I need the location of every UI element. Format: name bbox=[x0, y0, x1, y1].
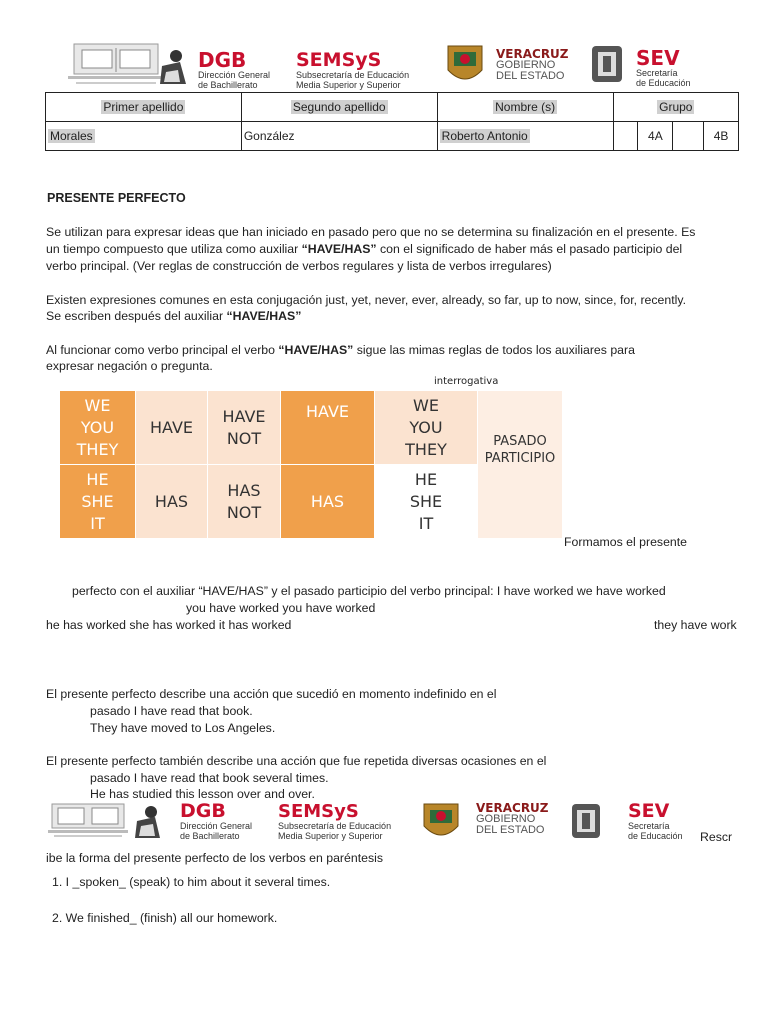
sev-sub1: Secretaría bbox=[636, 68, 678, 78]
p5-line1: El presente perfecto describe una acción que sucedió en momento indefinido en el bbox=[46, 687, 497, 701]
veracruz-shield-icon-bottom bbox=[420, 800, 462, 844]
exercise-2: 2. We finished_ (finish) all our homework. bbox=[52, 911, 278, 925]
school-logo-bottom bbox=[46, 802, 130, 840]
veracruz-l1: VERACRUZ bbox=[496, 47, 569, 61]
interrogativa-label: interrogativa bbox=[434, 376, 499, 387]
p1-line3: verbo principal. (Ver reglas de construcción de verbos regulares y lista de verbos irregulares) bbox=[46, 259, 552, 273]
sev-sub2: de Educación bbox=[636, 78, 691, 88]
p5-line2: pasado I have read that book. bbox=[90, 704, 253, 718]
student-info-table bbox=[45, 92, 739, 151]
cell-pasado-participio: PASADO PARTICIPIO bbox=[478, 391, 562, 538]
p5-line3: They have moved to Los Angeles. bbox=[90, 721, 276, 735]
grupo-blank-1 bbox=[613, 122, 638, 151]
grupo-4b: 4B bbox=[704, 122, 739, 151]
semsys-sub2: Media Superior y Superior bbox=[296, 80, 401, 90]
semsys-logo bbox=[296, 50, 409, 90]
veracruz-l3: DEL ESTADO bbox=[496, 70, 565, 82]
logo-bar-bottom bbox=[40, 800, 700, 846]
dgb-logo bbox=[198, 50, 270, 90]
school-logo bbox=[66, 42, 166, 88]
sev-emblem-icon-bottom bbox=[566, 800, 606, 844]
dgb-title: DGB bbox=[198, 48, 247, 72]
p2-line1: Existen expresiones comunes en esta conjugación just, yet, never, ever, already, so far, up to now, since, for, recently. bbox=[46, 293, 687, 307]
formamos-text: Formamos el presente bbox=[564, 535, 688, 549]
p1-line2: un tiempo compuesto que utiliza como auxiliar “HAVE/HAS” con el significado de haber más el pasado participio del bbox=[46, 242, 683, 256]
cell-he-she-it-interrogative: HE SHE IT bbox=[375, 465, 477, 538]
p6-line3: He has studied this lesson over and over. bbox=[90, 787, 315, 801]
p4-line3-right: they have work bbox=[654, 618, 737, 632]
p3-line2: expresar negación o pregunta. bbox=[46, 359, 213, 373]
value-nombre: Roberto Antonio bbox=[437, 122, 613, 151]
cell-has-not: HAS NOT bbox=[208, 465, 280, 538]
cell-has: HAS bbox=[136, 465, 207, 538]
cell-he-she-it: HE SHE IT bbox=[60, 465, 135, 538]
cell-has-interrogative: HAS bbox=[281, 465, 374, 538]
veracruz-logo-bottom: VERACRUZ GOBIERNO DEL ESTADO bbox=[476, 801, 549, 836]
sev-logo bbox=[636, 48, 691, 88]
header-primer-apellido: Primer apellido bbox=[46, 93, 242, 122]
dgb-sub2: de Bachillerato bbox=[198, 80, 258, 90]
veracruz-shield-icon bbox=[444, 42, 486, 88]
semsys-logo-bottom: SEMSyS Subsecretaría de Educación Media Superior y Superior bbox=[278, 801, 392, 841]
veracruz-l2: GOBIERNO bbox=[496, 59, 556, 71]
p6-line2: pasado I have read that book several times. bbox=[90, 771, 329, 785]
value-primer-apellido: Morales bbox=[46, 122, 242, 151]
semsys-title: SEMSyS bbox=[296, 49, 382, 71]
header-grupo: Grupo bbox=[613, 93, 738, 122]
grupo-4a: 4A bbox=[638, 122, 673, 151]
rescr-text: Rescr bbox=[700, 830, 733, 844]
header-nombre: Nombre (s) bbox=[437, 93, 613, 122]
veracruz-logo bbox=[496, 48, 569, 82]
cell-have-interrogative: HAVE bbox=[281, 391, 374, 464]
p1-line1: Se utilizan para expresar ideas que han iniciado en pasado pero que no se determina su finalización en el presente. Es bbox=[46, 225, 696, 239]
instruction-text: ibe la forma del presente perfecto de los verbos en paréntesis bbox=[46, 851, 383, 865]
dgb-logo-bottom: DGB Dirección General de Bachillerato bbox=[180, 800, 253, 841]
dgb-sub1: Dirección General bbox=[198, 70, 271, 80]
grupo-blank-2 bbox=[673, 122, 704, 151]
cell-have: HAVE bbox=[136, 391, 207, 464]
grammar-table bbox=[60, 391, 562, 538]
p4-line1: perfecto con el auxiliar “HAVE/HAS” y el pasado participio del verbo principal: I have worked we have worked bbox=[72, 584, 666, 598]
p4-line2: you have worked you have worked bbox=[186, 601, 376, 615]
sev-title: SEV bbox=[636, 46, 680, 70]
p6-line1: El presente perfecto también describe una acción que fue repetida diversas ocasiones en el bbox=[46, 754, 547, 768]
cell-we-you-they: WE YOU THEY bbox=[60, 391, 135, 464]
semsys-sub1: Subsecretaría de Educación bbox=[296, 70, 410, 80]
dgb-emblem-icon bbox=[156, 48, 190, 88]
sev-logo-bottom: SEV Secretaría de Educación bbox=[628, 800, 683, 841]
dgb-emblem-icon-bottom bbox=[132, 804, 164, 842]
value-segundo-apellido: González bbox=[241, 122, 437, 151]
page-title: PRESENTE PERFECTO bbox=[47, 191, 186, 205]
cell-have-not: HAVE NOT bbox=[208, 391, 280, 464]
exercise-1: 1. I _spoken_ (speak) to him about it several times. bbox=[52, 875, 331, 889]
logo-bar-top bbox=[46, 40, 726, 92]
p3-line1: Al funcionar como verbo principal el verbo “HAVE/HAS” sigue las mimas reglas de todos los auxiliares para bbox=[46, 343, 635, 357]
cell-we-you-they-interrogative: WE YOU THEY bbox=[375, 391, 477, 464]
header-segundo-apellido: Segundo apellido bbox=[241, 93, 437, 122]
sev-emblem-icon bbox=[586, 42, 628, 88]
p2-line2: Se escriben después del auxiliar “HAVE/HAS” bbox=[46, 309, 302, 323]
p4-line3: he has worked she has worked it has worked bbox=[46, 618, 292, 632]
